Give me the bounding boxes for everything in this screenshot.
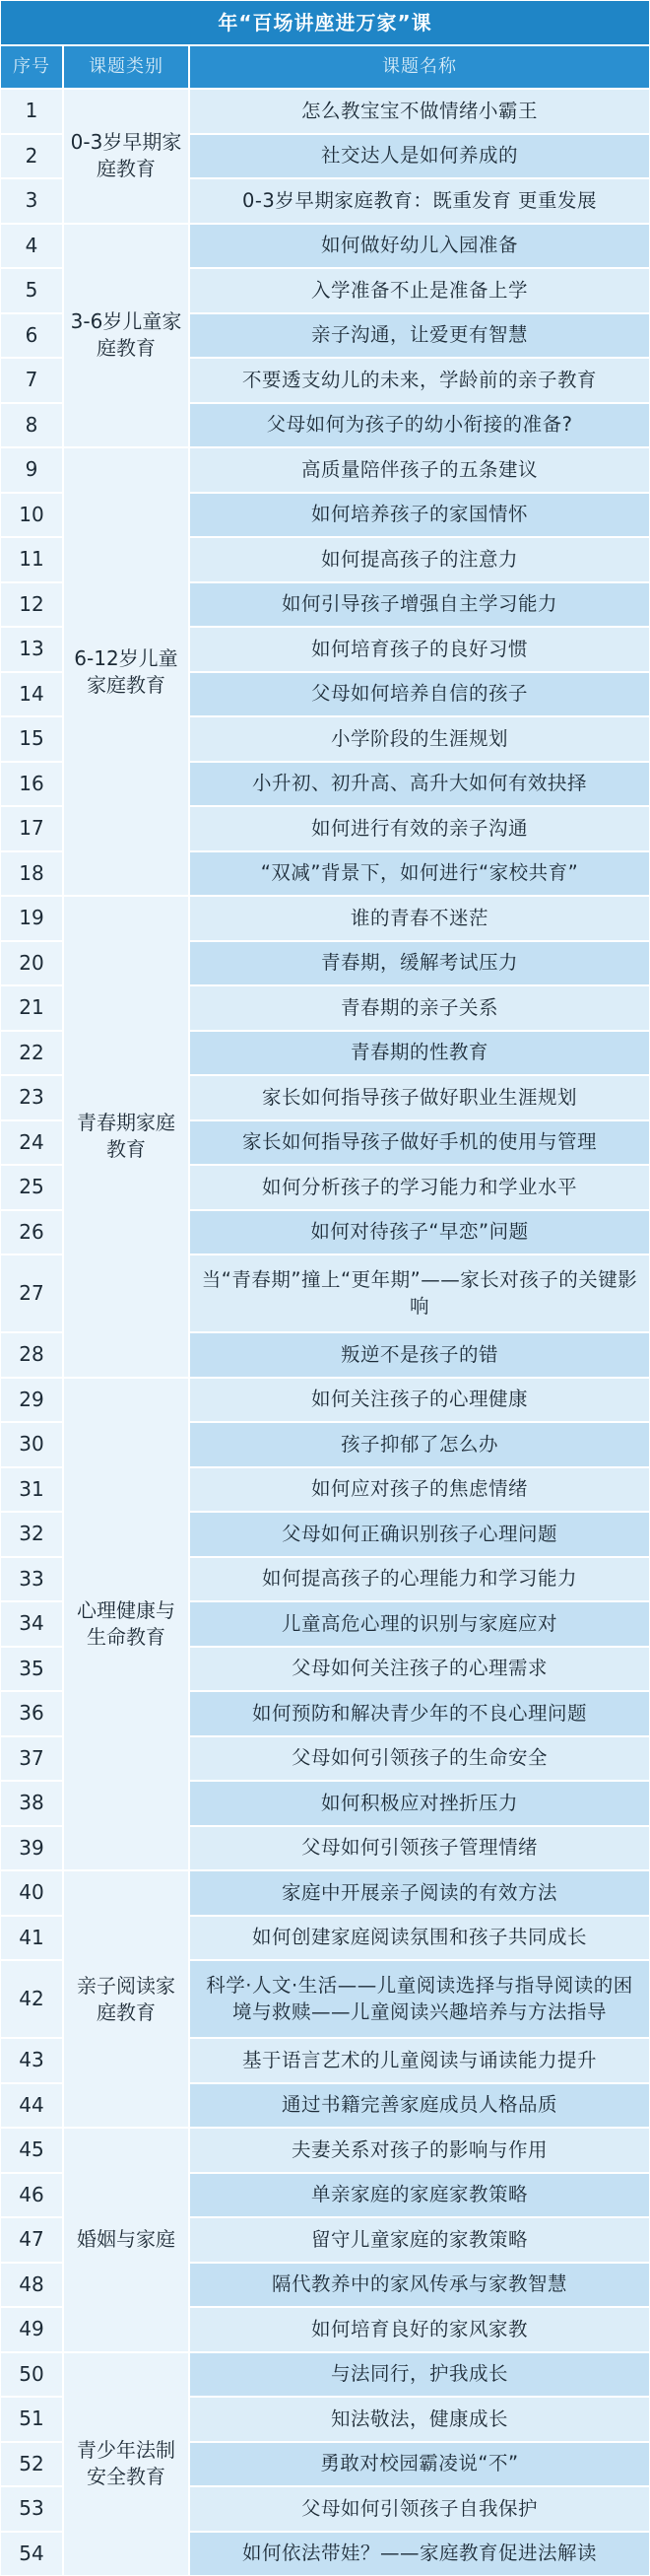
row-number [0,1512,63,1557]
topic-text: 社交达人是如何养成的 [321,143,518,169]
row-number [0,2083,63,2129]
topic-cell [189,1557,650,1602]
topic-cell [189,403,650,448]
row-number-text: 6 [26,322,38,349]
topic-cell [189,1332,650,1378]
row-number-text: 30 [19,1431,43,1457]
topic-cell [189,1691,650,1736]
row-number [0,1422,63,1467]
row-number [0,716,63,762]
topic-text: 父母如何培养自信的孩子 [311,681,528,707]
topic-cell [189,1254,650,1332]
topic-text: 如何引导孩子增强自主学习能力 [282,591,557,617]
topic-cell [189,1960,650,2038]
topic-text: 亲子沟通，让爱更有智慧 [311,322,528,348]
topic-cell [189,1736,650,1782]
header-category-label: 课题类别 [89,55,163,79]
row-number-text: 35 [19,1656,43,1682]
category-text: 心理健康与生命教育 [70,1597,182,1651]
row-number [0,268,63,313]
topic-text: 当“青春期”撞上“更年期”——家长对孩子的关键影响 [200,1267,639,1320]
topic-cell [189,2442,650,2487]
topic-cell [189,1378,650,1423]
category-text: 亲子阅读家庭教育 [70,1973,182,2026]
category-cell [63,89,189,224]
topic-text: 青春期的性教育 [351,1040,488,1065]
row-number-text: 18 [19,860,43,887]
row-number [0,493,63,538]
category-cell [63,896,189,1378]
topic-text: 孩子抑郁了怎么办 [341,1432,498,1457]
topic-cell [189,224,650,269]
row-number-text: 34 [19,1610,43,1637]
row-number-text: 31 [19,1476,43,1503]
row-number-text: 1 [26,98,38,124]
topic-text: 入学准备不止是准备上学 [311,278,528,304]
topic-cell [189,896,650,941]
table-title [0,0,650,45]
topic-text: 如何做好幼儿入园准备 [321,233,518,258]
category-cell [63,447,189,896]
topic-text: 如何预防和解决青少年的不良心理问题 [252,1701,587,1727]
category-text: 婚姻与家庭 [77,2226,175,2253]
topic-text: 家庭中开展亲子阅读的有效方法 [282,1880,557,1906]
topic-text: 如何依法带娃？——家庭教育促进法解读 [242,2541,597,2566]
table-title-text: 年“百场讲座进万家”课 [218,10,431,36]
header-topic-label: 课题名称 [382,55,457,79]
row-number [0,2307,63,2352]
row-number [0,2038,63,2083]
row-number [0,851,63,897]
row-number [0,313,63,359]
category-cell [63,1378,189,1871]
topic-text: 谁的青春不迷茫 [351,906,488,931]
topic-text: 父母如何为孩子的幼小衔接的准备? [267,412,573,438]
topic-text: 如何应对孩子的焦虑情绪 [311,1476,528,1502]
row-number [0,537,63,582]
row-number-text: 23 [19,1084,43,1111]
topic-cell [189,447,650,493]
row-number-text: 16 [19,771,43,797]
topic-cell [189,1120,650,1166]
topic-text: 如何提高孩子的注意力 [321,547,518,573]
row-number-text: 46 [19,2182,43,2208]
topic-cell [189,1165,650,1210]
topic-cell [189,716,650,762]
topic-text: 0-3岁早期家庭教育：既重发育 更重发展 [242,188,597,214]
category-cell [63,224,189,448]
row-number-text: 19 [19,905,43,931]
topic-text: 夫妻关系对孩子的影响与作用 [292,2137,548,2163]
topic-text: 父母如何正确识别孩子心理问题 [282,1522,557,1547]
header-index [0,45,63,89]
topic-text: 儿童高危心理的识别与家庭应对 [282,1611,557,1637]
topic-text: 怎么教宝宝不做情绪小霸王 [301,99,538,124]
topic-text: 父母如何引领孩子自我保护 [301,2496,538,2522]
topic-cell [189,1781,650,1826]
topic-text: 家长如何指导孩子做好手机的使用与管理 [242,1129,597,1155]
row-number [0,582,63,628]
row-number [0,1736,63,1782]
row-number [0,1378,63,1423]
row-number-text: 40 [19,1879,43,1906]
row-number [0,89,63,134]
row-number-text: 45 [19,2136,43,2163]
topic-cell [189,1210,650,1255]
topic-text: 如何培养孩子的家国情怀 [311,502,528,527]
row-number-text: 36 [19,1700,43,1727]
topic-text: 叛逆不是孩子的错 [341,1342,498,1368]
row-number [0,2217,63,2263]
row-number [0,2486,63,2532]
row-number [0,985,63,1031]
topic-cell [189,2532,650,2576]
topic-cell [189,582,650,628]
topic-cell [189,493,650,538]
row-number-text: 50 [19,2361,43,2388]
topic-text: 如何积极应对挫折压力 [321,1791,518,1816]
row-number [0,1601,63,1647]
topic-text: 基于语言艺术的儿童阅读与诵读能力提升 [242,2048,597,2073]
row-number-text: 53 [19,2495,43,2522]
topic-cell [189,2352,650,2398]
topic-cell [189,1601,650,1647]
row-number [0,134,63,179]
row-number [0,1031,63,1076]
row-number [0,1870,63,1916]
row-number-text: 3 [26,187,38,214]
topic-cell [189,2128,650,2173]
row-number [0,1960,63,2038]
topic-cell [189,1075,650,1120]
row-number [0,896,63,941]
topic-text: 小学阶段的生涯规划 [331,726,508,752]
topic-cell [189,627,650,672]
topic-text: 与法同行，护我成长 [331,2361,508,2387]
row-number [0,2442,63,2487]
header-index-label: 序号 [13,55,50,79]
topic-cell [189,313,650,359]
row-number-text: 27 [19,1280,43,1307]
topic-cell [189,2486,650,2532]
topic-cell [189,2307,650,2352]
topic-text: 如何创建家庭阅读氛围和孩子共同成长 [252,1925,587,1950]
topic-text: 青春期，缓解考试压力 [321,950,518,976]
topic-text: 青春期的亲子关系 [341,995,498,1021]
topic-cell [189,1467,650,1513]
row-number [0,358,63,403]
row-number-text: 11 [19,546,43,573]
topic-text: 不要透支幼儿的未来，学龄前的亲子教育 [242,368,597,393]
topic-cell [189,985,650,1031]
row-number-text: 17 [19,815,43,842]
topic-cell [189,806,650,851]
row-number-text: 25 [19,1174,43,1200]
category-text: 青少年法制安全教育 [70,2437,182,2490]
topic-text: 隔代教养中的家风传承与家教智慧 [272,2271,567,2297]
row-number [0,1120,63,1166]
row-number-text: 33 [19,1566,43,1593]
topic-cell [189,358,650,403]
row-number-text: 2 [26,143,38,169]
row-number-text: 15 [19,725,43,752]
topic-cell [189,1826,650,1871]
row-number-text: 48 [19,2271,43,2298]
row-number [0,672,63,717]
row-number [0,1165,63,1210]
topic-cell [189,2083,650,2129]
topic-text: 父母如何引领孩子的生命安全 [292,1745,548,1771]
row-number-text: 10 [19,502,43,528]
topic-cell [189,89,650,134]
row-number-text: 39 [19,1835,43,1862]
topic-text: 单亲家庭的家庭家教策略 [311,2182,528,2207]
topic-cell [189,1870,650,1916]
category-text: 青春期家庭教育 [70,1110,182,1163]
row-number-text: 49 [19,2316,43,2342]
row-number [0,1075,63,1120]
row-number-text: 54 [19,2541,43,2567]
row-number-text: 13 [19,636,43,662]
topic-cell [189,2397,650,2442]
row-number-text: 21 [19,994,43,1021]
topic-cell [189,1031,650,1076]
topic-text: 如何提高孩子的心理能力和学习能力 [262,1566,577,1592]
topic-cell [189,1647,650,1692]
topic-cell [189,2263,650,2308]
category-text: 6-12岁儿童家庭教育 [70,645,182,699]
row-number-text: 26 [19,1219,43,1246]
topic-text: 科学·人文·生活——儿童阅读选择与指导阅读的困境与救赎——儿童阅读兴趣培养与方法指导 [200,1973,639,2025]
topic-text: 如何培育良好的家风家教 [311,2317,528,2342]
topic-text: 知法敬法，健康成长 [331,2407,508,2432]
topic-text: 留守儿童家庭的家教策略 [311,2227,528,2253]
topic-text: 如何关注孩子的心理健康 [311,1387,528,1412]
row-number [0,1826,63,1871]
row-number [0,1691,63,1736]
row-number [0,806,63,851]
row-number-text: 5 [26,277,38,304]
row-number-text: 43 [19,2047,43,2073]
topic-cell [189,1512,650,1557]
row-number [0,1916,63,1961]
topic-cell [189,537,650,582]
topic-cell [189,178,650,224]
row-number [0,2352,63,2398]
topic-cell [189,1916,650,1961]
topic-text: 如何培育孩子的良好习惯 [311,637,528,662]
topic-text: 父母如何引领孩子管理情绪 [301,1835,538,1861]
category-text: 0-3岁早期家庭教育 [70,129,182,182]
row-number-text: 8 [26,412,38,439]
row-number-text: 9 [26,456,38,483]
row-number-text: 32 [19,1521,43,1547]
row-number-text: 28 [19,1341,43,1368]
row-number-text: 42 [19,1986,43,2012]
topic-text: “双减”背景下，如何进行“家校共育” [261,860,578,886]
row-number-text: 44 [19,2092,43,2119]
topic-cell [189,672,650,717]
row-number [0,1557,63,1602]
row-number-text: 38 [19,1790,43,1816]
row-number [0,2128,63,2173]
row-number [0,762,63,807]
topic-cell [189,268,650,313]
row-number [0,2532,63,2576]
row-number [0,2263,63,2308]
row-number-text: 51 [19,2406,43,2432]
row-number-text: 52 [19,2451,43,2477]
category-cell [63,2352,189,2576]
topic-cell [189,762,650,807]
topic-cell [189,851,650,897]
topic-text: 父母如何关注孩子的心理需求 [292,1656,548,1681]
topic-text: 如何对待孩子“早恋”问题 [310,1219,528,1245]
topic-cell [189,2038,650,2083]
row-number [0,1647,63,1692]
row-number [0,1210,63,1255]
row-number-text: 20 [19,950,43,977]
row-number [0,403,63,448]
category-text: 3-6岁儿童家庭教育 [70,308,182,362]
row-number-text: 7 [26,367,38,393]
topic-cell [189,134,650,179]
row-number-text: 37 [19,1745,43,1772]
row-number [0,2397,63,2442]
topic-text: 通过书籍完善家庭成员人格品质 [282,2092,557,2118]
row-number [0,627,63,672]
row-number [0,1254,63,1332]
header-category [63,45,189,89]
row-number-text: 4 [26,233,38,259]
row-number [0,178,63,224]
row-number-text: 29 [19,1387,43,1413]
topic-cell [189,1422,650,1467]
topic-cell [189,941,650,986]
row-number-text: 14 [19,681,43,708]
row-number [0,2173,63,2218]
row-number [0,224,63,269]
topic-cell [189,2217,650,2263]
row-number-text: 22 [19,1040,43,1066]
row-number [0,1332,63,1378]
row-number-text: 24 [19,1129,43,1156]
topic-text: 高质量陪伴孩子的五条建议 [301,457,538,483]
category-cell [63,1870,189,2128]
topic-text: 小升初、初升高、高升大如何有效抉择 [252,771,587,796]
header-topic [189,45,650,89]
topic-text: 家长如何指导孩子做好职业生涯规划 [262,1085,577,1111]
topic-cell [189,2173,650,2218]
row-number [0,1467,63,1513]
category-cell [63,2128,189,2352]
row-number-text: 41 [19,1925,43,1951]
row-number [0,447,63,493]
topic-text: 如何进行有效的亲子沟通 [311,816,528,842]
topic-text: 勇敢对校园霸凌说“不” [320,2451,518,2476]
row-number [0,941,63,986]
row-number-text: 47 [19,2226,43,2253]
row-number [0,1781,63,1826]
topic-text: 如何分析孩子的学习能力和学业水平 [262,1175,577,1200]
row-number-text: 12 [19,591,43,618]
